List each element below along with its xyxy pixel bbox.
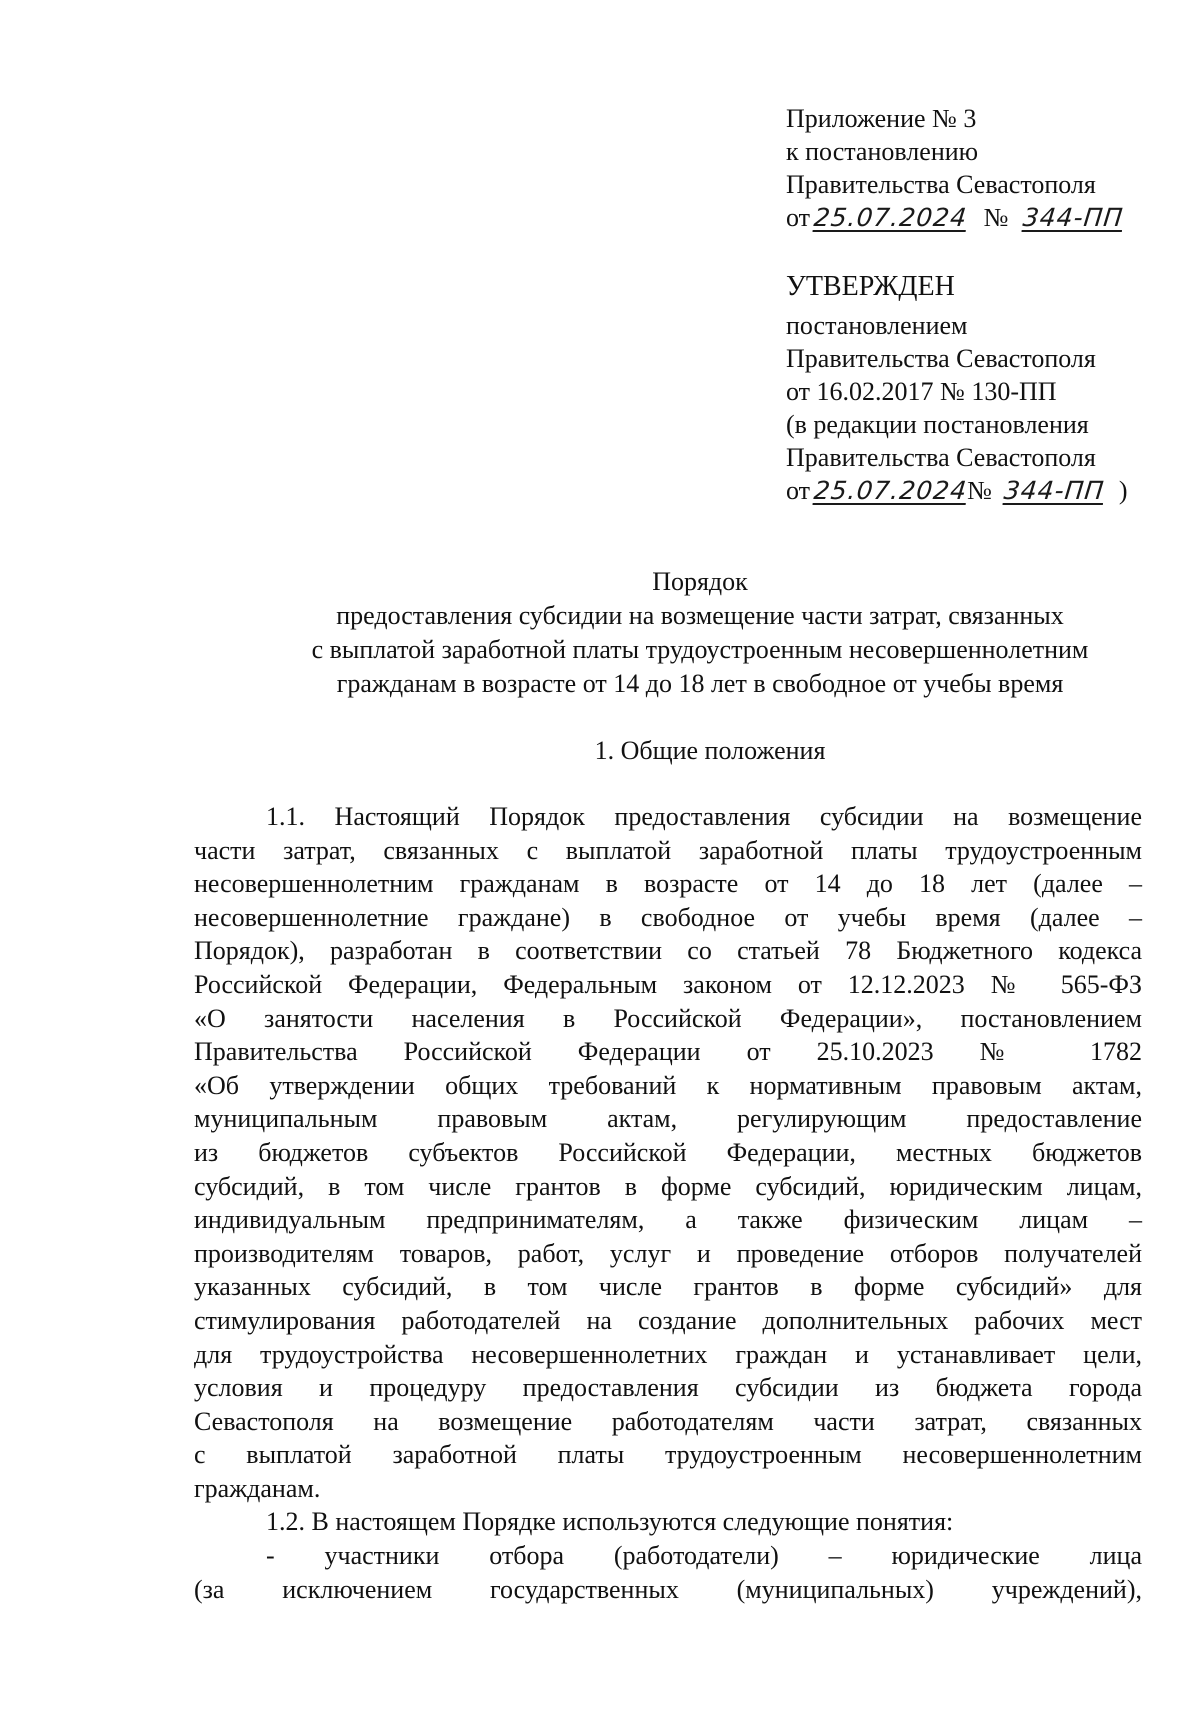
- paragraph-line: 1.1. Настоящий Порядок предоставления субсидии на возмещение: [266, 802, 1142, 831]
- paragraph-line: стимулирования работодателей на создание дополнительных рабочих мест: [194, 1305, 1142, 1335]
- approval-from-label: от: [786, 476, 811, 505]
- definition-item-continued: (за исключением государственных (муниципальных) учреждений),: [194, 1574, 1142, 1604]
- approval-handwritten-number: 344-ПП: [1002, 476, 1107, 505]
- approval-number-label: №: [967, 476, 992, 505]
- paragraph-line: Правительства Российской Федерации от 25.10.2023 № 1782: [194, 1037, 1142, 1067]
- document-title: [150, 565, 1150, 701]
- paragraph-line: «О занятости населения в Российской Федерации», постановлением: [194, 1003, 1142, 1033]
- paragraph-line: условия и процедуру предоставления субсидии из бюджета города: [194, 1373, 1142, 1403]
- document-body: [194, 800, 1142, 1606]
- paragraph-line: субсидий, в том числе грантов в форме субсидий, юридическим лицам,: [194, 1171, 1142, 1201]
- paragraph-line: муниципальным правовым актам, регулирующим предоставление: [194, 1104, 1142, 1134]
- paragraph-line: несовершеннолетним гражданам в возрасте от 14 до 18 лет (далее –: [194, 869, 1142, 899]
- paragraph-line: Порядок), разработан в соответствии со статьей 78 Бюджетного кодекса: [194, 936, 1142, 966]
- paragraph-line: производителям товаров, работ, услуг и проведение отборов получателей: [194, 1238, 1142, 1268]
- title-line-2: с выплатой заработной платы трудоустроенным несовершеннолетним: [311, 635, 1089, 664]
- annex-block: [786, 102, 1143, 234]
- paragraph-line: для трудоустройства несовершеннолетних граждан и устанавливает цели,: [194, 1339, 1142, 1369]
- definitions-intro: 1.2. В настоящем Порядке используются следующие понятия:: [266, 1507, 954, 1537]
- approval-line-2: Правительства Севастополя: [786, 344, 1096, 373]
- approval-close-paren: ): [1118, 476, 1128, 505]
- approval-heading: УТВЕРЖДЕН: [786, 271, 955, 302]
- paragraph-line: указанных субсидий, в том числе грантов в форме субсидий» для: [194, 1272, 1142, 1302]
- approval-line-1: постановлением: [786, 311, 968, 340]
- paragraph-line: несовершеннолетние граждане) в свободное от учебы время (далее –: [194, 902, 1142, 932]
- annex-number-label: №: [983, 203, 1009, 232]
- approval-line-3: от 16.02.2017 № 130-ПП: [786, 377, 1057, 406]
- approval-handwritten-date: 25.07.2024: [812, 476, 969, 505]
- paragraph-line: из бюджетов субъектов Российской Федерации, местных бюджетов: [194, 1137, 1142, 1167]
- definition-item: - участники отбора (работодатели) – юридические лица: [266, 1541, 1142, 1571]
- paragraph-line: Севастополя на возмещение работодателям части затрат, связанных: [194, 1406, 1142, 1436]
- approval-line-4: (в редакции постановления: [786, 410, 1089, 439]
- annex-from-label: от: [786, 203, 811, 232]
- section-heading: 1. Общие положения: [594, 736, 826, 765]
- approval-line-5: Правительства Севастополя: [786, 443, 1096, 472]
- approval-block: [786, 270, 1128, 507]
- title-line-1: предоставления субсидии на возмещение части затрат, связанных: [336, 601, 1064, 630]
- title-line-3: гражданам в возрасте от 14 до 18 лет в свободное от учебы время: [336, 669, 1064, 698]
- annex-title: Приложение № 3: [786, 104, 977, 133]
- title-line-0: Порядок: [652, 567, 748, 596]
- paragraph-line: гражданам.: [194, 1473, 321, 1503]
- annex-handwritten-number: 344-ПП: [1021, 203, 1125, 232]
- approval-date-line: [786, 474, 1128, 507]
- paragraph-line: с выплатой заработной платы трудоустроенным несовершеннолетним: [194, 1440, 1142, 1470]
- annex-date-line: [786, 201, 1143, 234]
- paragraph-line: Российской Федерации, Федеральным законом от 12.12.2023 № 565-ФЗ: [194, 969, 1142, 999]
- annex-handwritten-date: 25.07.2024: [812, 203, 969, 232]
- annex-line-3: Правительства Севастополя: [786, 170, 1096, 199]
- paragraph-line: части затрат, связанных с выплатой заработной платы трудоустроенным: [194, 835, 1142, 865]
- paragraph-line: «Об утверждении общих требований к нормативным правовым актам,: [194, 1070, 1142, 1100]
- paragraph-line: индивидуальным предпринимателям, а также физическим лицам –: [194, 1205, 1142, 1235]
- annex-line-2: к постановлению: [786, 137, 979, 166]
